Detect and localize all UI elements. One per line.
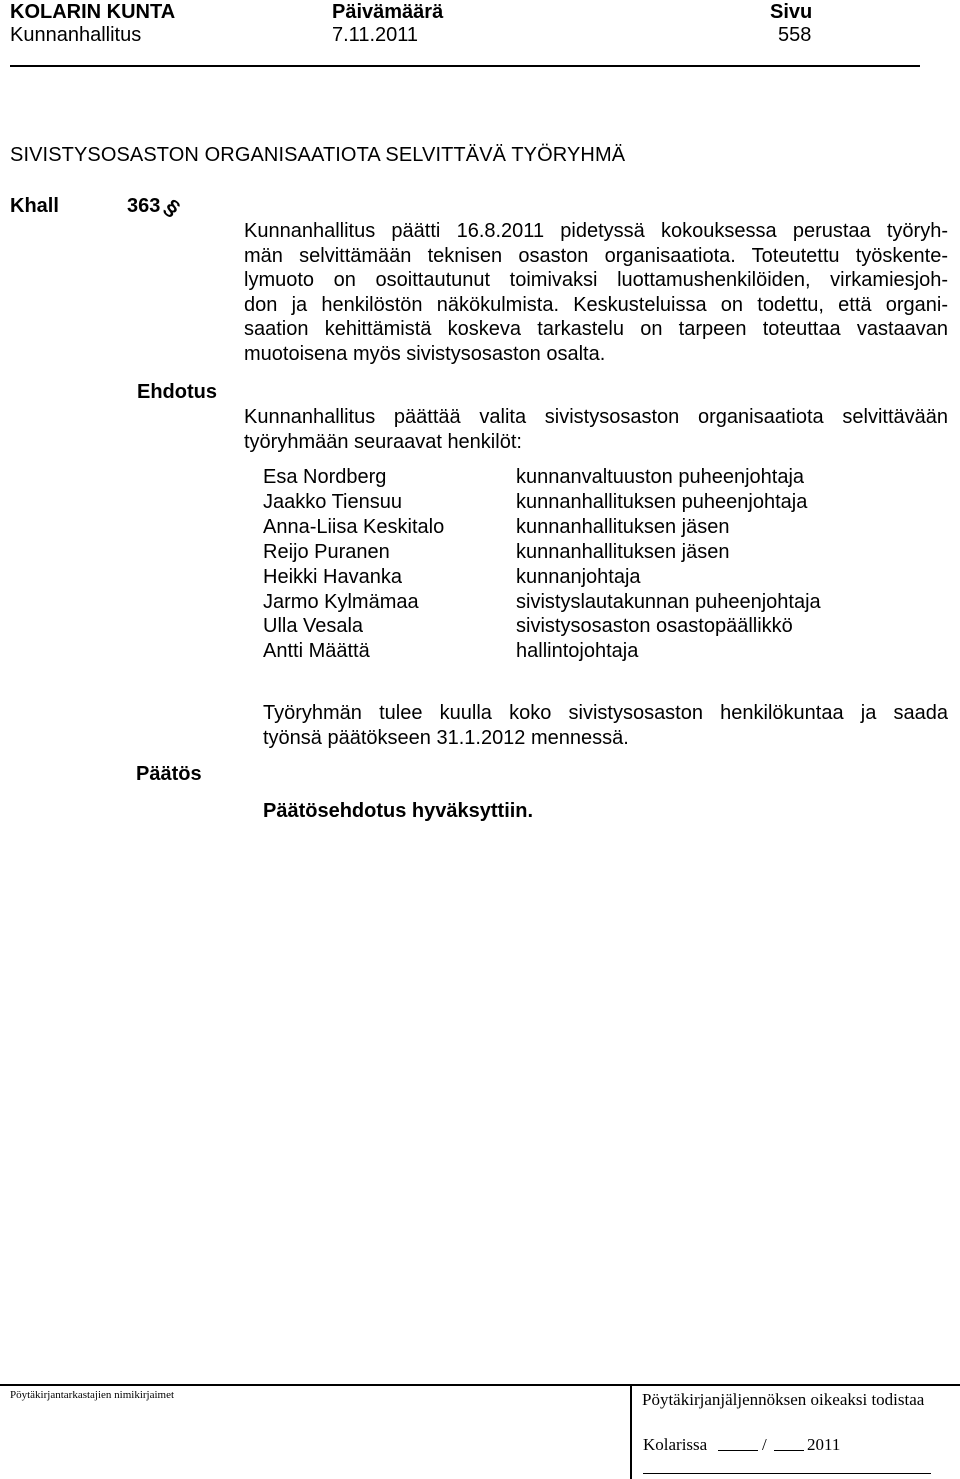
member-name: Antti Määttä [263,640,370,662]
background-line: saation kehittämistä koskeva tarkastelu on tarpeen toteuttaa vastaavan [244,318,948,340]
background-line: don ja henkilöstön näkökulmista. Keskusteluissa on todettu, että organi- [244,293,948,316]
member-name: Anna-Liisa Keskitalo [263,516,445,538]
organization-name: KOLARIN KUNTA [10,1,176,23]
closing-paragraph [263,701,948,750]
date-label: Päivämäärä [332,1,444,23]
proposal-paragraph [244,405,948,454]
proposal-label: Ehdotus [137,381,217,403]
background-line: lymuoto on osoittautunut toimivaksi luottamushenkilöiden, virkamiesjoh- [244,269,948,291]
member-role: hallintojohtaja [516,640,639,662]
member-name: Ulla Vesala [263,615,364,637]
signature-line [643,1473,931,1474]
member-name: Jaakko Tiensuu [263,491,402,513]
background-paragraph [244,219,948,366]
footer-column-divider [630,1384,632,1479]
member-role: kunnanjohtaja [516,566,641,588]
header-divider [10,65,920,67]
footer-place: Kolarissa [643,1435,708,1454]
page-number: 558 [778,24,812,46]
case-number: 363 [127,195,161,217]
meeting-date: 7.11.2011 [332,24,419,46]
footer-year: 2011 [807,1435,841,1454]
footer-initials-label: Pöytäkirjantarkastajien nimikirjaimet [10,1389,175,1401]
member-name: Heikki Havanka [263,566,402,588]
footer-certification-label: Pöytäkirjanjäljennöksen oikeaksi todistaa [642,1390,925,1409]
section-symbol: § [159,193,185,222]
case-ref: Khall [10,195,59,217]
body-name: Kunnanhallitus [10,24,142,46]
day-blank-line [718,1450,758,1451]
page-label: Sivu [770,1,813,23]
proposal-line: työryhmään seuraavat henkilöt: [244,430,522,453]
page-title: SIVISTYSOSASTON ORGANISAATIOTA SELVITTÄVÄ TYÖRYHMÄ [10,144,626,166]
background-line: män selvittämään teknisen osaston organisaatiota. Toteutettu työskente- [244,244,948,267]
background-line: Kunnanhallitus päätti 16.8.2011 pidetyssä kokouksessa perustaa työryh- [244,220,948,242]
member-role: sivistyslautakunnan puheenjohtaja [516,591,821,613]
footer-divider [0,1384,960,1386]
member-role: kunnanvaltuuston puheenjohtaja [516,466,805,488]
footer-slash: / [762,1435,767,1454]
member-role: kunnanhallituksen jäsen [516,541,730,563]
closing-line: työnsä päätökseen 31.1.2012 mennessä. [263,726,629,749]
member-role: sivistysosaston osastopäällikkö [516,615,793,637]
member-name: Jarmo Kylmämaa [263,591,419,613]
member-role: kunnanhallituksen puheenjohtaja [516,491,808,513]
member-role: kunnanhallituksen jäsen [516,516,730,538]
decision-label: Päätös [136,763,202,785]
proposal-line: Kunnanhallitus päättää valita sivistysosaston organisaatiota selvittävään [244,406,948,428]
decision-text: Päätösehdotus hyväksyttiin. [263,800,534,822]
member-name: Reijo Puranen [263,541,390,563]
background-line: muotoisena myös sivistysosaston osalta. [244,342,606,365]
month-blank-line [774,1450,804,1451]
closing-line: Työryhmän tulee kuulla koko sivistysosaston henkilökuntaa ja saada [263,702,948,724]
member-name: Esa Nordberg [263,466,387,488]
